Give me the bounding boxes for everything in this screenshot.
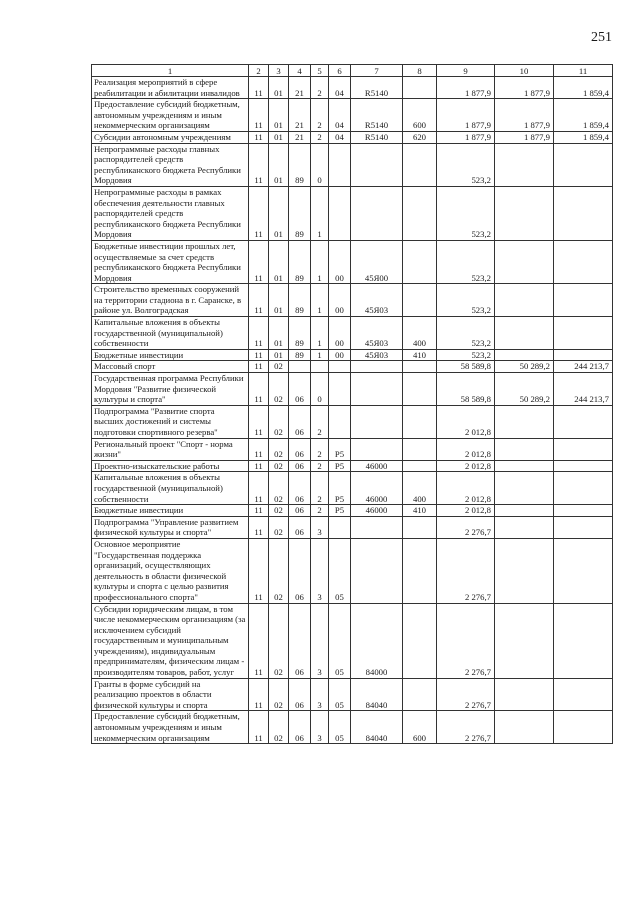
cell-c11: 244 213,7 — [554, 361, 613, 373]
cell-c11 — [554, 438, 613, 460]
cell-c2: 11 — [249, 538, 269, 603]
cell-c3: 01 — [269, 99, 289, 132]
cell-c6 — [329, 373, 351, 406]
table-row — [92, 317, 613, 350]
cell-c7: 45Я03 — [351, 317, 403, 350]
cell-c10: 1 877,9 — [495, 99, 554, 132]
cell-c8: 400 — [403, 472, 437, 505]
cell-c3: 02 — [269, 538, 289, 603]
cell-c7: 45Я03 — [351, 284, 403, 317]
cell-c2: 11 — [249, 460, 269, 472]
cell-c10 — [495, 678, 554, 711]
table-row — [92, 99, 613, 132]
table-row — [92, 143, 613, 186]
cell-c10 — [495, 538, 554, 603]
column-header: 11 — [554, 65, 613, 77]
cell-c7 — [351, 186, 403, 240]
cell-c4: 21 — [289, 131, 311, 143]
row-name: Государственная программа Республики Мордовия "Развитие физической культуры и спорта" — [92, 373, 249, 406]
table-row — [92, 405, 613, 438]
cell-c4: 06 — [289, 538, 311, 603]
cell-c3: 01 — [269, 143, 289, 186]
cell-c5: 3 — [311, 603, 329, 678]
table-row — [92, 678, 613, 711]
cell-c7 — [351, 438, 403, 460]
cell-c9: 2 276,7 — [437, 711, 495, 744]
cell-c6: 04 — [329, 99, 351, 132]
table-row — [92, 131, 613, 143]
row-name: Предоставление субсидий бюджетным, автономным учреждениям и иным некоммерческим организациям — [92, 99, 249, 132]
cell-c6: P5 — [329, 472, 351, 505]
cell-c3: 02 — [269, 603, 289, 678]
cell-c9: 58 589,8 — [437, 373, 495, 406]
cell-c10 — [495, 460, 554, 472]
cell-c5: 2 — [311, 99, 329, 132]
cell-c6: 04 — [329, 77, 351, 99]
row-name: Строительство временных сооружений на территории стадиона в г. Саранске, в районе ул. Волгоградская — [92, 284, 249, 317]
column-header: 2 — [249, 65, 269, 77]
cell-c6: 00 — [329, 284, 351, 317]
cell-c6: P5 — [329, 460, 351, 472]
cell-c4: 89 — [289, 186, 311, 240]
cell-c9: 523,2 — [437, 284, 495, 317]
cell-c10 — [495, 603, 554, 678]
cell-c10: 50 289,2 — [495, 373, 554, 406]
cell-c5: 3 — [311, 538, 329, 603]
table-body — [92, 77, 613, 744]
cell-c9: 523,2 — [437, 349, 495, 361]
cell-c4: 06 — [289, 405, 311, 438]
cell-c7: R5140 — [351, 99, 403, 132]
cell-c9: 2 276,7 — [437, 516, 495, 538]
cell-c6: P5 — [329, 438, 351, 460]
cell-c2: 11 — [249, 186, 269, 240]
cell-c6: 00 — [329, 317, 351, 350]
cell-c10 — [495, 405, 554, 438]
cell-c6 — [329, 143, 351, 186]
table-header-row — [92, 65, 613, 77]
cell-c10: 50 289,2 — [495, 361, 554, 373]
cell-c2: 11 — [249, 603, 269, 678]
cell-c11 — [554, 317, 613, 350]
cell-c8 — [403, 284, 437, 317]
cell-c6 — [329, 516, 351, 538]
cell-c8: 600 — [403, 711, 437, 744]
column-header: 9 — [437, 65, 495, 77]
table-row — [92, 186, 613, 240]
table-row — [92, 460, 613, 472]
cell-c8 — [403, 373, 437, 406]
budget-table — [91, 64, 613, 744]
cell-c10 — [495, 186, 554, 240]
cell-c4: 06 — [289, 460, 311, 472]
row-name: Основное мероприятие "Государственная поддержка организаций, осуществляющих деятельность в области физической культуры и спорта с целью развития профессионального спорта" — [92, 538, 249, 603]
cell-c11 — [554, 143, 613, 186]
cell-c11 — [554, 505, 613, 517]
cell-c7 — [351, 143, 403, 186]
cell-c2: 11 — [249, 678, 269, 711]
cell-c2: 11 — [249, 77, 269, 99]
cell-c10 — [495, 711, 554, 744]
cell-c7: 45Я00 — [351, 240, 403, 283]
row-name: Бюджетные инвестиции прошлых лет, осуществляемые за счет средств республиканского бюджета Республики Мордовия — [92, 240, 249, 283]
column-header: 1 — [92, 65, 249, 77]
cell-c3: 01 — [269, 77, 289, 99]
cell-c3: 02 — [269, 373, 289, 406]
cell-c4: 06 — [289, 373, 311, 406]
cell-c9: 2 276,7 — [437, 538, 495, 603]
cell-c8 — [403, 361, 437, 373]
cell-c9: 2 276,7 — [437, 678, 495, 711]
cell-c5: 0 — [311, 373, 329, 406]
cell-c3: 02 — [269, 460, 289, 472]
table-row — [92, 349, 613, 361]
table-row — [92, 284, 613, 317]
cell-c5: 0 — [311, 143, 329, 186]
cell-c3: 02 — [269, 405, 289, 438]
cell-c6: 04 — [329, 131, 351, 143]
row-name: Массовый спорт — [92, 361, 249, 373]
cell-c2: 11 — [249, 143, 269, 186]
cell-c4 — [289, 361, 311, 373]
cell-c4: 06 — [289, 603, 311, 678]
cell-c6: 05 — [329, 603, 351, 678]
cell-c7: 84000 — [351, 603, 403, 678]
cell-c9: 523,2 — [437, 240, 495, 283]
cell-c9: 58 589,8 — [437, 361, 495, 373]
cell-c8: 410 — [403, 505, 437, 517]
cell-c8 — [403, 405, 437, 438]
cell-c7 — [351, 516, 403, 538]
cell-c8: 620 — [403, 131, 437, 143]
cell-c10 — [495, 284, 554, 317]
cell-c7 — [351, 405, 403, 438]
cell-c4: 21 — [289, 77, 311, 99]
cell-c11 — [554, 240, 613, 283]
cell-c9: 523,2 — [437, 143, 495, 186]
cell-c10: 1 877,9 — [495, 77, 554, 99]
cell-c11 — [554, 538, 613, 603]
cell-c4: 21 — [289, 99, 311, 132]
cell-c11: 1 859,4 — [554, 99, 613, 132]
table-row — [92, 711, 613, 744]
cell-c10 — [495, 505, 554, 517]
cell-c8 — [403, 438, 437, 460]
cell-c8 — [403, 538, 437, 603]
cell-c6: 05 — [329, 711, 351, 744]
cell-c5: 2 — [311, 131, 329, 143]
cell-c11 — [554, 516, 613, 538]
cell-c9: 523,2 — [437, 186, 495, 240]
table-row — [92, 472, 613, 505]
cell-c5: 1 — [311, 240, 329, 283]
cell-c11: 1 859,4 — [554, 77, 613, 99]
cell-c4: 89 — [289, 317, 311, 350]
cell-c9: 2 012,8 — [437, 405, 495, 438]
cell-c11 — [554, 186, 613, 240]
cell-c3: 02 — [269, 505, 289, 517]
cell-c3: 02 — [269, 438, 289, 460]
cell-c5: 2 — [311, 472, 329, 505]
cell-c10: 1 877,9 — [495, 131, 554, 143]
row-name: Бюджетные инвестиции — [92, 505, 249, 517]
cell-c6 — [329, 361, 351, 373]
cell-c10 — [495, 240, 554, 283]
cell-c5: 2 — [311, 438, 329, 460]
cell-c5: 2 — [311, 77, 329, 99]
cell-c2: 11 — [249, 472, 269, 505]
cell-c10 — [495, 516, 554, 538]
cell-c2: 11 — [249, 349, 269, 361]
cell-c6: 05 — [329, 538, 351, 603]
cell-c7: 84040 — [351, 711, 403, 744]
table-row — [92, 516, 613, 538]
cell-c2: 11 — [249, 317, 269, 350]
cell-c10 — [495, 349, 554, 361]
column-header: 5 — [311, 65, 329, 77]
cell-c6: P5 — [329, 505, 351, 517]
cell-c8 — [403, 678, 437, 711]
cell-c3: 01 — [269, 349, 289, 361]
cell-c8 — [403, 460, 437, 472]
cell-c3: 01 — [269, 131, 289, 143]
cell-c8 — [403, 603, 437, 678]
table-row — [92, 361, 613, 373]
cell-c3: 02 — [269, 361, 289, 373]
cell-c8: 410 — [403, 349, 437, 361]
table-row — [92, 438, 613, 460]
cell-c7 — [351, 538, 403, 603]
cell-c2: 11 — [249, 284, 269, 317]
cell-c3: 02 — [269, 516, 289, 538]
cell-c5: 1 — [311, 284, 329, 317]
table-row — [92, 373, 613, 406]
cell-c3: 02 — [269, 711, 289, 744]
row-name: Региональный проект "Спорт - норма жизни" — [92, 438, 249, 460]
cell-c5: 3 — [311, 711, 329, 744]
cell-c4: 89 — [289, 240, 311, 283]
cell-c7: 46000 — [351, 460, 403, 472]
cell-c10 — [495, 438, 554, 460]
column-header: 4 — [289, 65, 311, 77]
cell-c5: 1 — [311, 349, 329, 361]
cell-c11: 1 859,4 — [554, 131, 613, 143]
cell-c9: 2 012,8 — [437, 505, 495, 517]
cell-c2: 11 — [249, 711, 269, 744]
cell-c4: 06 — [289, 472, 311, 505]
row-name: Капитальные вложения в объекты государственной (муниципальной) собственности — [92, 317, 249, 350]
cell-c8 — [403, 77, 437, 99]
row-name: Капитальные вложения в объекты государственной (муниципальной) собственности — [92, 472, 249, 505]
cell-c7: R5140 — [351, 131, 403, 143]
column-header: 10 — [495, 65, 554, 77]
row-name: Реализация мероприятий в сфере реабилитации и абилитации инвалидов — [92, 77, 249, 99]
cell-c8: 600 — [403, 99, 437, 132]
cell-c5: 1 — [311, 186, 329, 240]
cell-c7: 46000 — [351, 472, 403, 505]
cell-c8 — [403, 516, 437, 538]
cell-c9: 1 877,9 — [437, 77, 495, 99]
column-header: 3 — [269, 65, 289, 77]
cell-c2: 11 — [249, 405, 269, 438]
cell-c6 — [329, 405, 351, 438]
cell-c2: 11 — [249, 240, 269, 283]
cell-c3: 02 — [269, 678, 289, 711]
column-header: 7 — [351, 65, 403, 77]
cell-c7: R5140 — [351, 77, 403, 99]
cell-c9: 2 012,8 — [437, 438, 495, 460]
cell-c7 — [351, 361, 403, 373]
cell-c7: 84040 — [351, 678, 403, 711]
column-header: 8 — [403, 65, 437, 77]
cell-c3: 01 — [269, 240, 289, 283]
table-row — [92, 77, 613, 99]
cell-c3: 01 — [269, 186, 289, 240]
cell-c6: 00 — [329, 240, 351, 283]
table-row — [92, 538, 613, 603]
row-name: Непрограммные расходы в рамках обеспечения деятельности главных распорядителей средств республиканского бюджета Республики Мордовия — [92, 186, 249, 240]
cell-c11: 244 213,7 — [554, 373, 613, 406]
cell-c6: 05 — [329, 678, 351, 711]
column-header: 6 — [329, 65, 351, 77]
cell-c4: 06 — [289, 711, 311, 744]
cell-c9: 2 012,8 — [437, 460, 495, 472]
cell-c11 — [554, 711, 613, 744]
cell-c2: 11 — [249, 373, 269, 406]
cell-c5: 3 — [311, 516, 329, 538]
cell-c5: 2 — [311, 505, 329, 517]
cell-c8 — [403, 143, 437, 186]
cell-c4: 89 — [289, 284, 311, 317]
row-name: Бюджетные инвестиции — [92, 349, 249, 361]
cell-c7: 45Я03 — [351, 349, 403, 361]
cell-c9: 523,2 — [437, 317, 495, 350]
cell-c5: 3 — [311, 678, 329, 711]
cell-c5: 2 — [311, 405, 329, 438]
cell-c10 — [495, 143, 554, 186]
row-name: Непрограммные расходы главных распорядителей средств республиканского бюджета Республики Мордовия — [92, 143, 249, 186]
cell-c2: 11 — [249, 361, 269, 373]
cell-c6: 00 — [329, 349, 351, 361]
cell-c9: 1 877,9 — [437, 99, 495, 132]
row-name: Подпрограмма "Развитие спорта высших достижений и системы подготовки спортивного резерва" — [92, 405, 249, 438]
cell-c2: 11 — [249, 516, 269, 538]
cell-c8 — [403, 240, 437, 283]
cell-c2: 11 — [249, 505, 269, 517]
cell-c11 — [554, 349, 613, 361]
cell-c5 — [311, 361, 329, 373]
row-name: Подпрограмма "Управление развитием физической культуры и спорта" — [92, 516, 249, 538]
cell-c8 — [403, 186, 437, 240]
cell-c4: 89 — [289, 349, 311, 361]
row-name: Субсидии автономным учреждениям — [92, 131, 249, 143]
cell-c7 — [351, 373, 403, 406]
table-row — [92, 603, 613, 678]
cell-c9: 2 012,8 — [437, 472, 495, 505]
cell-c8: 400 — [403, 317, 437, 350]
page-number: 251 — [591, 30, 612, 45]
cell-c5: 2 — [311, 460, 329, 472]
cell-c10 — [495, 472, 554, 505]
cell-c4: 89 — [289, 143, 311, 186]
cell-c11 — [554, 405, 613, 438]
cell-c11 — [554, 678, 613, 711]
row-name: Предоставление субсидий бюджетным, автономным учреждениям и иным некоммерческим организациям — [92, 711, 249, 744]
cell-c2: 11 — [249, 99, 269, 132]
cell-c11 — [554, 460, 613, 472]
cell-c3: 01 — [269, 317, 289, 350]
table-row — [92, 240, 613, 283]
cell-c4: 06 — [289, 505, 311, 517]
table-row — [92, 505, 613, 517]
cell-c9: 2 276,7 — [437, 603, 495, 678]
row-name: Гранты в форме субсидий на реализацию проектов в области физической культуры и спорта — [92, 678, 249, 711]
cell-c7: 46000 — [351, 505, 403, 517]
cell-c4: 06 — [289, 678, 311, 711]
cell-c11 — [554, 603, 613, 678]
cell-c3: 01 — [269, 284, 289, 317]
row-name: Субсидии юридическим лицам, в том числе некоммерческим организациям (за исключением субсидий государственным и муниципальным учреждениям), индивидуальным предпринимателям, физическим лицам - производителям товаров, работ, услуг — [92, 603, 249, 678]
cell-c5: 1 — [311, 317, 329, 350]
cell-c3: 02 — [269, 472, 289, 505]
cell-c2: 11 — [249, 131, 269, 143]
cell-c6 — [329, 186, 351, 240]
cell-c10 — [495, 317, 554, 350]
cell-c4: 06 — [289, 438, 311, 460]
cell-c2: 11 — [249, 438, 269, 460]
cell-c11 — [554, 284, 613, 317]
cell-c9: 1 877,9 — [437, 131, 495, 143]
cell-c4: 06 — [289, 516, 311, 538]
row-name: Проектно-изыскательские работы — [92, 460, 249, 472]
cell-c11 — [554, 472, 613, 505]
